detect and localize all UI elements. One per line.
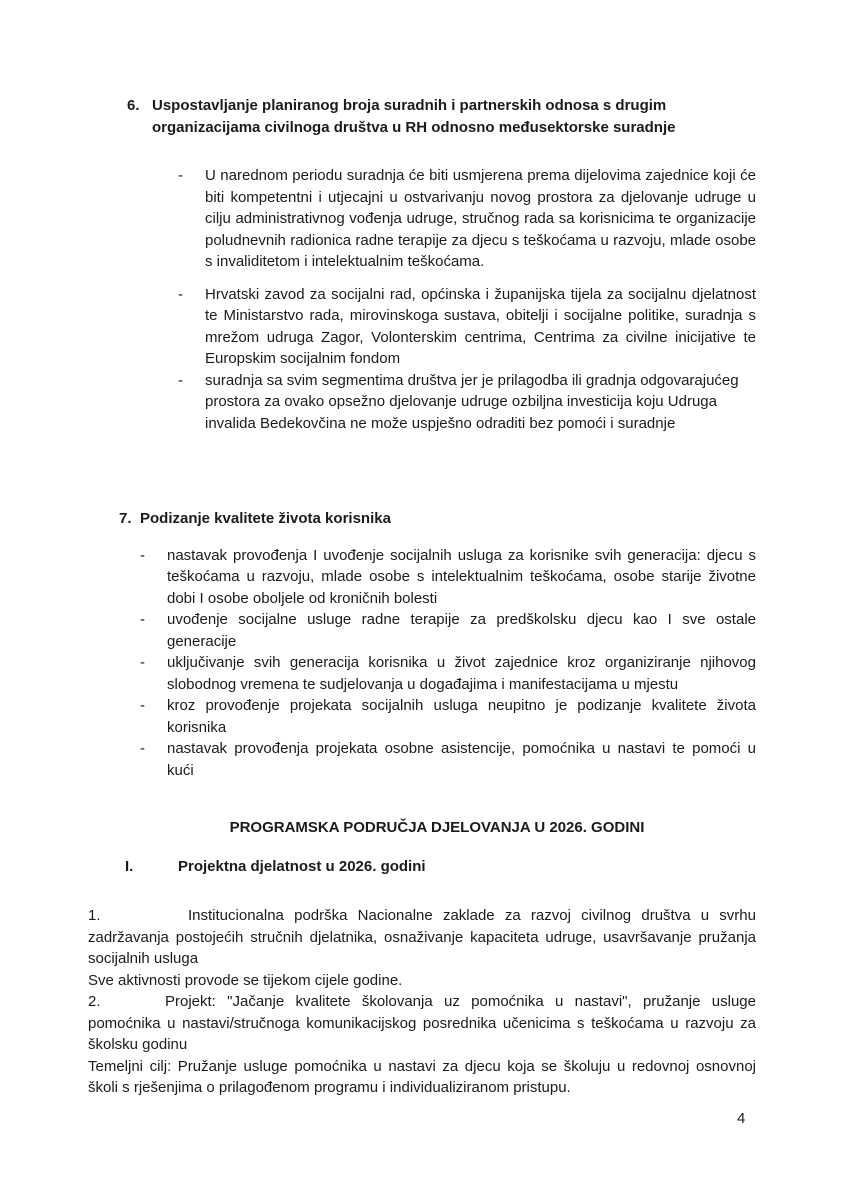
dash-bullet: - (178, 285, 183, 303)
page-number: 4 (737, 1110, 746, 1127)
dash-bullet: - (140, 654, 145, 671)
note-line: Sve aktivnosti provode se tijekom cijele godine. (88, 971, 403, 989)
section-7-title: Podizanje kvalitete života korisnika (140, 510, 391, 527)
bullet-text: kroz provođenje projekata socijalnih usluga neupitno je podizanje kvalitete života korisnika (167, 697, 756, 736)
section-7-number: 7. (119, 510, 132, 527)
section-6-heading (127, 95, 756, 138)
subsection-heading (125, 856, 756, 878)
program-areas-heading: PROGRAMSKA PODRUČJA DJELOVANJA U 2026. GODINI (229, 819, 645, 836)
dash-bullet: - (140, 546, 145, 564)
bullet-text: uključivanje svih generacija korisnika u život zajednice kroz organiziranje njihovog slobodnog vremena te sudjelovanja u događajima i manifestacijama u mjestu (167, 654, 756, 693)
list-item (140, 545, 756, 610)
bullet-text: Hrvatski zavod za socijalni rad, općinska i županijska tijela za socijalnu djelatnost te Ministarstvo rada, mirovinskoga sustava, obitelji i socijalne politike, suradnja s mrežom udruga Zagor, Volonterskim centrima, Centrima za civilne inicijative te Europskim socijalnim fondom (205, 285, 756, 367)
section-7-heading (119, 508, 756, 530)
body-paragraphs (88, 905, 756, 1099)
list-item (178, 165, 756, 273)
section-6-number: 6. (127, 97, 140, 114)
dash-bullet: - (140, 697, 145, 714)
paragraph-1-number: 1. (88, 907, 101, 924)
bullet-text: nastavak provođenja projekata osobne asistencije, pomoćnika u nastavi te pomoći u kući (167, 740, 756, 779)
bullet-text: nastavak provođenja I uvođenje socijalnih usluga za korisnike svih generacija: djecu s teškoćama u razvoju, mlade osobe s intelektualnim teškoćama, osobe starije životne dobi I osobe oboljele od kroničnih bolesti (167, 546, 756, 607)
paragraph-2 (88, 991, 756, 1056)
list-item (178, 370, 756, 435)
paragraph-2-number: 2. (88, 993, 101, 1010)
dash-bullet: - (140, 740, 145, 757)
list-item (140, 652, 756, 695)
bullet-text: suradnja sa svim segmentima društva jer je prilagodba ili gradnja odgovarajućeg prostora za ovako opsežno djelovanje udruge ozbiljna investicija koju Udruga invalida Bedekovčina ne može uspješno odraditi bez pomoći i suradnje (205, 371, 739, 432)
list-item (140, 695, 756, 738)
goal-paragraph: Temeljni cilj: Pružanje usluge pomoćnika u nastavi za djecu koja se školuju u redovnoj osnovnoj školi s rješenjima o prilagođenom programu i individualiziranom pristupu. (88, 1057, 756, 1096)
list-item (140, 609, 756, 652)
subsection-number: I. (125, 857, 134, 875)
dash-bullet: - (178, 167, 183, 184)
list-item (178, 284, 756, 370)
subsection-title: Projektna djelatnost u 2026. godini (178, 857, 426, 875)
paragraph-2-text: Projekt: "Jačanje kvalitete školovanja uz pomoćnika u nastavi", pružanje usluge pomoćnika u nastavi/stručnoga komunikacijskog posrednika učenicima s teškoćama u razvoju za školsku godinu (88, 993, 756, 1053)
section-6-title: Uspostavljanje planiranog broja suradnih i partnerskih odnosa s drugim organizacijama civilnoga društva u RH odnosno međusektorske suradnje (152, 97, 676, 136)
paragraph-1 (88, 905, 756, 970)
list-item (140, 738, 756, 781)
bullet-text: U narednom periodu suradnja će biti usmjerena prema dijelovima zajednice koji će biti kompetentni i utjecajni u ostvarivanju novog prostora za djelovanje udruge u cilju administrativnog vođenja udruge, stručnog rada sa korisnicima te organizacije poludnevnih radionica radne terapije za djecu s teškoćama u razvoju, mlade osobe s invaliditetom i intelektualnim teškoćama. (205, 167, 756, 270)
bullet-text: uvođenje socijalne usluge radne terapije za predškolsku djecu kao I sve ostale generacije (167, 611, 756, 650)
section-6-bullet-list (178, 165, 756, 434)
dash-bullet: - (178, 371, 183, 389)
section-7 (88, 508, 756, 781)
paragraph-1-text: Institucionalna podrška Nacionalne zaklade za razvoj civilnog društva u svrhu zadržavanja postojećih stručnih djelatnika, osnaživanje kapaciteta udruge, usavršavanje pružanja socijalnih usluga (88, 907, 756, 967)
section-7-bullet-list (140, 545, 756, 782)
dash-bullet: - (140, 611, 145, 628)
section-6 (88, 95, 756, 434)
